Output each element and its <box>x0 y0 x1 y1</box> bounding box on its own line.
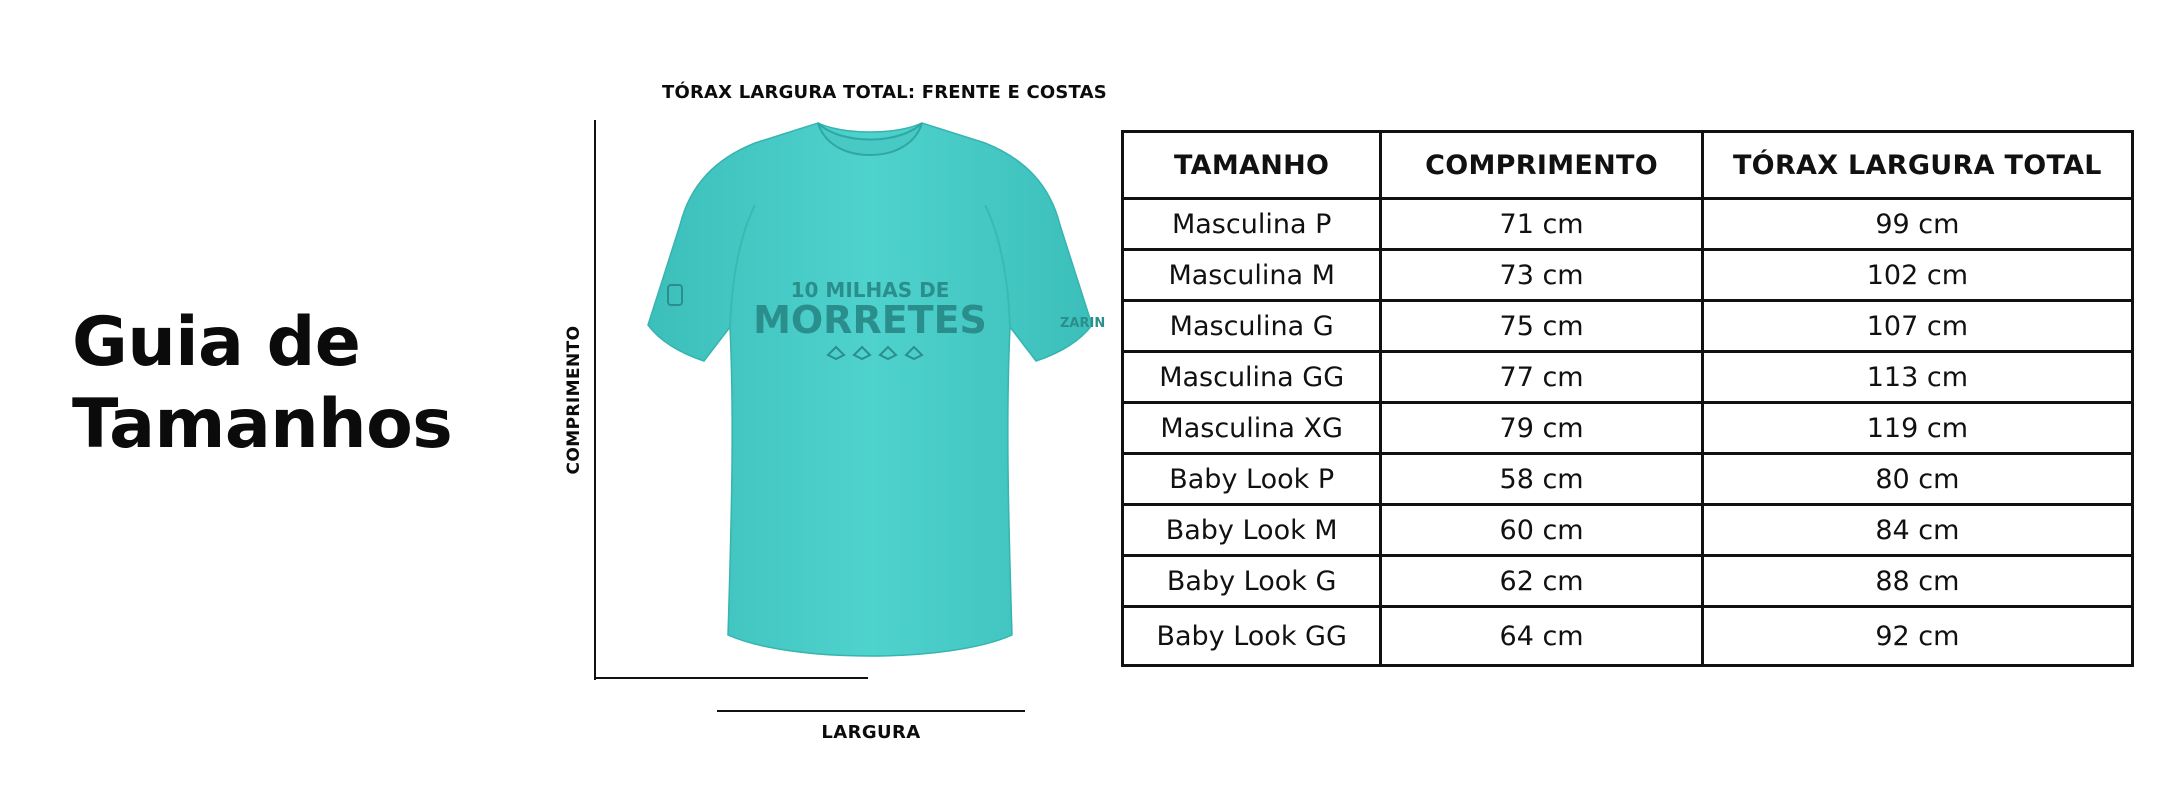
cell-size: Masculina P <box>1123 199 1381 250</box>
length-axis-label: COMPRIMENTO <box>564 325 584 475</box>
cell-length: 60 cm <box>1381 505 1702 556</box>
cell-size: Baby Look P <box>1123 454 1381 505</box>
table-row <box>1123 505 2133 556</box>
cell-chest-width: 88 cm <box>1702 556 2132 607</box>
cell-length: 77 cm <box>1381 352 1702 403</box>
cell-size: Baby Look G <box>1123 556 1381 607</box>
cell-length: 71 cm <box>1381 199 1702 250</box>
page-title <box>72 302 452 466</box>
table-row <box>1123 199 2133 250</box>
cell-length: 58 cm <box>1381 454 1702 505</box>
cell-size: Masculina G <box>1123 301 1381 352</box>
cell-size: Masculina GG <box>1123 352 1381 403</box>
cell-chest-width: 99 cm <box>1702 199 2132 250</box>
page-title-line-1: Guia de <box>72 303 361 382</box>
cell-size: Baby Look GG <box>1123 607 1381 666</box>
cell-size: Baby Look M <box>1123 505 1381 556</box>
cell-chest-width: 84 cm <box>1702 505 2132 556</box>
cell-size: Masculina M <box>1123 250 1381 301</box>
table-row <box>1123 607 2133 666</box>
cell-length: 79 cm <box>1381 403 1702 454</box>
header-size: TAMANHO <box>1123 132 1381 199</box>
cell-chest-width: 119 cm <box>1702 403 2132 454</box>
header-chest-width: TÓRAX LARGURA TOTAL <box>1702 132 2132 199</box>
table-row <box>1123 250 2133 301</box>
cell-chest-width: 102 cm <box>1702 250 2132 301</box>
width-measure-line <box>717 710 1025 712</box>
size-table <box>1121 130 2134 667</box>
chest-measure-caption: TÓRAX LARGURA TOTAL: FRENTE E COSTAS <box>662 82 1107 103</box>
table-row <box>1123 454 2133 505</box>
cell-length: 75 cm <box>1381 301 1702 352</box>
tshirt-print-line-2: MORRETES <box>753 298 987 342</box>
cell-chest-width: 80 cm <box>1702 454 2132 505</box>
tshirt-image <box>640 115 1106 685</box>
table-row <box>1123 556 2133 607</box>
length-axis-line <box>594 120 596 680</box>
table-header-row <box>1123 132 2133 199</box>
table-row <box>1123 301 2133 352</box>
header-length: COMPRIMENTO <box>1381 132 1702 199</box>
tshirt-body <box>648 123 1092 656</box>
tshirt-print-line-1: 10 MILHAS DE <box>790 278 950 302</box>
cell-chest-width: 92 cm <box>1702 607 2132 666</box>
page-title-line-2: Tamanhos <box>72 385 453 464</box>
sleeve-brand-text: ZARIN <box>1060 316 1106 331</box>
table-row <box>1123 403 2133 454</box>
width-axis-label: LARGURA <box>821 722 921 743</box>
cell-chest-width: 107 cm <box>1702 301 2132 352</box>
cell-length: 64 cm <box>1381 607 1702 666</box>
cell-length: 73 cm <box>1381 250 1702 301</box>
cell-chest-width: 113 cm <box>1702 352 2132 403</box>
table-row <box>1123 352 2133 403</box>
cell-length: 62 cm <box>1381 556 1702 607</box>
cell-size: Masculina XG <box>1123 403 1381 454</box>
